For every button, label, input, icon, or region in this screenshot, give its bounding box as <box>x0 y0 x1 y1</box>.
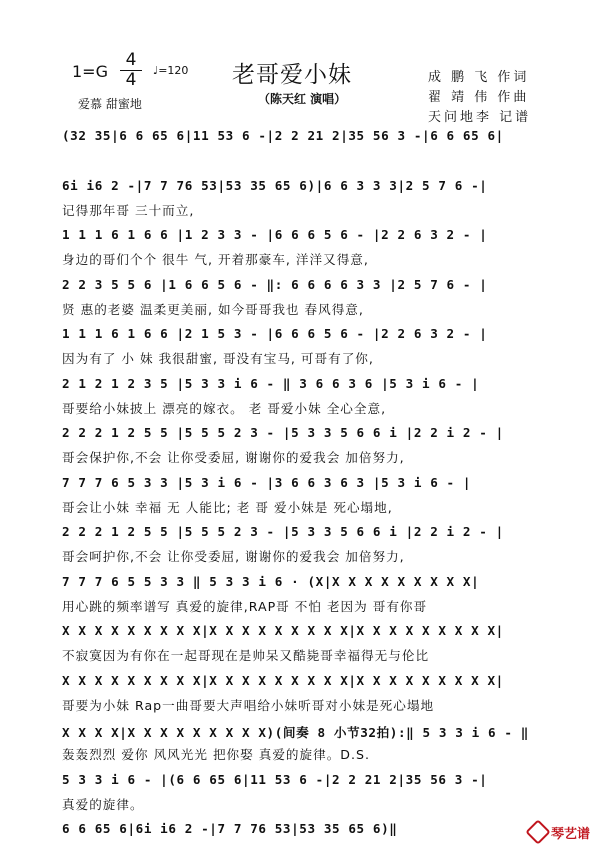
notation-line-4: 2 2 3 5 5 6 |1 6 6 5 6 - ‖: 6 6 6 6 3 3 |2 5 7 6 - | <box>62 276 488 292</box>
notation-line-10: 7 7 7 6 5 5 3 3 ‖ 5 3 3 i 6 · (X|X X X X X X X X X| <box>62 573 480 589</box>
notation-line-1: (32 35|6 6 65 6|11 53 6 -|2 2 21 2|35 56 3 -|6 6 65 6| <box>62 128 504 143</box>
notation-line-5: 1 1 1 6 1 6 6 |2 1 5 3 - |6 6 6 5 6 - |2 2 6 3 2 - | <box>62 326 488 341</box>
watermark <box>529 823 590 842</box>
notation-line-13: X X X X|X X X X X X X X X)(间奏 8 小节32拍):‖ 5 3 3 i 6 - ‖ <box>62 725 529 740</box>
notation-line-15: 6 6 65 6|6i i6 2 -|7 7 76 53|53 35 65 6)‖ <box>62 821 398 836</box>
lyric-line-11: 不寂寞因为有你在一起哥现在是帅呆又酷毙哥幸福得无与伦比 <box>62 648 430 663</box>
lyric-line-10: 用心跳的频率谱写 真爱的旋律,RAP哥 不怕 老因为 哥有你哥 <box>62 598 428 614</box>
lyric-line-13: 轰轰烈烈 爱你 风风光光 把你娶 真爱的旋律。D.S. <box>62 747 370 762</box>
lyric-line-8: 哥会让小妹 幸福 无 人能比; 老 哥 爱小妹是 死心塌地, <box>62 499 393 515</box>
time-bottom: 4 <box>125 70 137 90</box>
notation-line-12: X X X X X X X X X|X X X X X X X X X|X X X X X X X X X| <box>62 672 504 688</box>
lyric-line-7: 哥会保护你,不会 让你受委屈, 谢谢你的爱我会 加倍努力, <box>62 450 405 465</box>
style-tags: 爱慕 甜蜜地 <box>78 97 142 111</box>
notation-line-6: 2 1 2 1 2 3 5 |5 3 3 i 6 - ‖ 3 6 6 3 6 |5 3 i 6 - | <box>62 375 480 391</box>
notation-line-11: X X X X X X X X X|X X X X X X X X X|X X X X X X X X X| <box>62 623 504 638</box>
logo-icon <box>525 819 550 844</box>
lyric-line-4: 贤 惠的老婆 温柔更美丽, 如今哥哥我也 春风得意, <box>62 301 364 317</box>
notation-line-8: 7 7 7 6 5 3 3 |5 3 i 6 - |3 6 6 3 6 3 |5 3 i 6 - | <box>62 474 472 490</box>
lyric-line-5: 因为有了 小 妹 我很甜蜜, 哥没有宝马, 可哥有了你, <box>62 351 374 366</box>
lyric-line-6: 哥要给小妹披上 漂亮的嫁衣。 老 哥爱小妹 全心全意, <box>62 400 387 416</box>
key-signature: 1=G <box>72 62 108 81</box>
notation-line-14: 5 3 3 i 6 - |(6 6 65 6|11 53 6 -|2 2 21 2|35 56 3 -| <box>62 771 488 787</box>
credit-transcriber: 天问地李 记谱 <box>428 110 532 125</box>
lyric-line-2: 记得那年哥 三十而立, <box>62 202 195 218</box>
notation-line-7: 2 2 2 1 2 5 5 |5 5 5 2 3 - |5 3 3 5 6 6 i |2 2 i 2 - | <box>62 425 504 440</box>
tempo-marking: ♩=120 <box>153 64 189 77</box>
time-top: 4 <box>125 50 137 70</box>
notation-line-9: 2 2 2 1 2 5 5 |5 5 5 2 3 - |5 3 3 5 6 6 i |2 2 i 2 - | <box>62 524 504 539</box>
credit-lyricist: 成 鹏 飞 作词 <box>428 70 530 85</box>
song-subtitle: （陈天红 演唱） <box>258 92 347 106</box>
lyric-line-14: 真爱的旋律。 <box>62 796 144 812</box>
credit-composer: 翟 靖 伟 作曲 <box>428 90 530 105</box>
lyric-line-9: 哥会呵护你,不会 让你受委屈, 谢谢你的爱我会 加倍努力, <box>62 549 405 564</box>
song-title: 老哥爱小妹 <box>232 62 352 88</box>
lyric-line-3: 身边的哥们个个 很牛 气, 开着那豪车, 洋洋又得意, <box>62 252 369 267</box>
notation-line-2: 6i i6 2 -|7 7 76 53|53 35 65 6)|6 6 3 3 3|2 5 7 6 -| <box>62 177 488 193</box>
watermark-text: 琴艺谱 <box>550 827 590 842</box>
time-signature <box>120 52 142 89</box>
lyric-line-12: 哥要为小妹 Rap一曲哥要大声唱给小妹听哥对小妹是死心塌地 <box>62 697 435 713</box>
notation-line-3: 1 1 1 6 1 6 6 |1 2 3 3 - |6 6 6 5 6 - |2 2 6 3 2 - | <box>62 227 488 242</box>
